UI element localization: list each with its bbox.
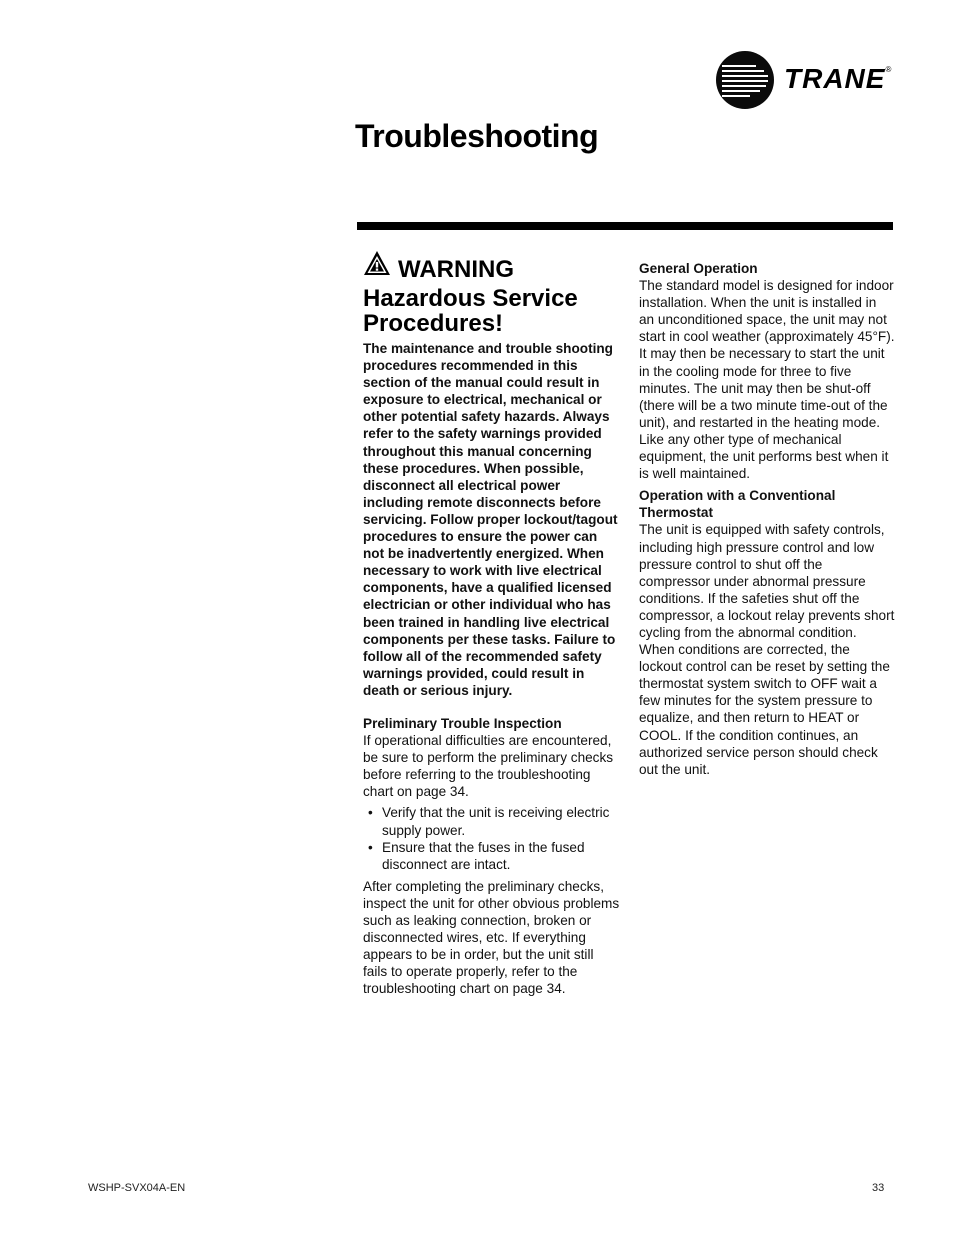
warning-label: WARNING [398,256,514,283]
warning-header [363,250,621,286]
right-column [639,260,895,778]
trane-logo [716,51,892,109]
logo-wordmark [784,63,892,95]
registered-mark: ® [885,65,893,74]
left-column [363,250,621,997]
preliminary-intro: If operational difficulties are encountered, be sure to perform the preliminary checks before referring to the troubleshooting chart on page 34. [363,733,614,800]
warning-title: Hazardous Service Procedures! [363,285,578,337]
preliminary-heading: Preliminary Trouble Inspection [363,715,562,731]
preliminary-checklist [363,804,621,872]
conventional-heading: Operation with a Conventional Thermostat [639,488,836,521]
list-item: • Verify that the unit is receiving electric supply power. [363,804,621,838]
page-title: Troubleshooting [355,118,599,154]
logo-text: TRANE [784,63,886,94]
preliminary-after: After completing the preliminary checks, inspect the unit for other obvious problems such as leaking connection, broken or disconnected wires, etc. If everything appears to be in order, but the unit still fails to operate properly, refer to the troubleshooting chart on page 34. [363,878,620,997]
footer-page-number: 33 [872,1182,885,1194]
conventional-body: The unit is equipped with safety controls, including high pressure control and low pressure control to shut off the compressor under abnormal pressure conditions. If the safeties shut off the compressor, a lockout relay prevents short cycling from the abnormal condition. When conditions are corrected, the lockout control can be reset by setting the thermostat system switch to OFF wait a few minutes for the system pressure to equalize, and then return to HEAT or COOL. If the condition continues, an authorized service person should check out the unit. [639,522,895,777]
list-item: • Ensure that the fuses in the fused disconnect are intact. [363,839,621,873]
warning-body: The maintenance and trouble shooting procedures recommended in this section of the manual could result in exposure to electrical, mechanical or other potential safety hazards. Always refer to the safety warnings provided throughout this manual concerning these procedures. When possible, disconnect all electrical power including remote disconnects before servicing. Follow proper lockout/tagout procedures to ensure the power can not be inadvertently energized. When necessary to work with live electrical components, have a qualified licensed electrician or other individual who has been trained in handling live electrical components per these tasks. Failure to follow all of the recommended safety warnings provided, could result in death or serious injury. [363,341,618,698]
general-para-2: Like any other type of mechanical equipment, the unit performs best when it is well maintained. [639,431,889,482]
section-divider [357,222,893,230]
general-heading: General Operation [639,261,758,276]
trane-logo-icon [716,51,774,109]
general-para-1: The standard model is designed for indoor installation. When the unit is installed in an unconditioned space, the unit may not start in cool weather (approximately 45°F). It may then be necessary to start the unit in the cooling mode for three to five minutes. The unit may then be shut-off (there will be a two minute time-out of the unit), and restarted in the heating mode. [639,278,895,430]
footer-doc-code: WSHP-SVX04A-EN [88,1182,186,1194]
warning-triangle-icon [363,250,391,276]
